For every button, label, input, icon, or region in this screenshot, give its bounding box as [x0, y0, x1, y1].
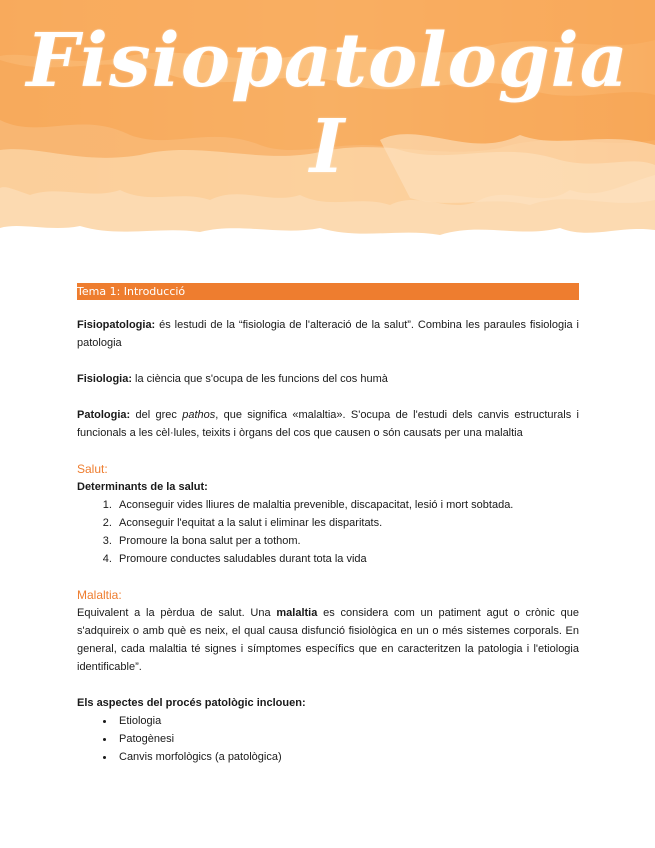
- subheading-text: Els aspectes del procés patològic inclouen:: [77, 697, 306, 709]
- italic-term: pathos: [182, 409, 216, 421]
- page-title: Fisiopatologia I: [26, 18, 629, 190]
- subheading-text: Determinants de la salut:: [77, 481, 208, 493]
- topic-label: Tema 1: Introducció: [77, 285, 186, 298]
- section-heading-salut: Salut:: [77, 462, 108, 476]
- paragraph-text: es considera com un patiment agut o crònic que s'adquireix o amb què es neix, el qual causa disfunció fisiològica en un o més sistemes corporals. En general, cada malaltia té signes i símptomes específics que en caracteritzen la patologia i l'etiologia identificable”.: [77, 607, 580, 673]
- subheading-determinants: [77, 478, 579, 496]
- subheading-aspects: [77, 694, 579, 712]
- term-fisiologia: Fisiologia:: [77, 373, 132, 385]
- list-item: • Patogènesi: [115, 730, 579, 748]
- definition-text: , que significa «malaltia». S'ocupa de l'estudi dels canvis estructurals i funcionals a les cèl·lules, teixits i òrgans del cos que causen o són causats per una malaltia: [77, 409, 579, 439]
- definition-fisiologia: [77, 370, 579, 388]
- aspects-list: [77, 712, 579, 766]
- malaltia-paragraph: [77, 604, 579, 676]
- list-item: • Etiologia: [115, 712, 579, 730]
- list-item: 3. Promoure la bona salut per a tothom.: [115, 532, 579, 550]
- definition-text-pre: del grec: [130, 409, 183, 421]
- list-item: 1. Aconseguir vides lliures de malaltia prevenible, discapacitat, lesió i mort sobtada.: [115, 496, 579, 514]
- determinants-list: [77, 496, 579, 568]
- list-item: 2. Aconseguir l'equitat a la salut i eliminar les disparitats.: [115, 514, 579, 532]
- section-heading-malaltia: Malaltia:: [77, 588, 122, 602]
- definition-patologia: [77, 406, 579, 442]
- paragraph-text: Equivalent a la pèrdua de salut. Una: [77, 607, 277, 619]
- definition-text: és lestudi de la “fisiologia de l'alteració de la salut”. Combina les paraules fisiologia i patologia: [77, 319, 579, 349]
- list-item: 4. Promoure conductes saludables durant tota la vida: [115, 550, 579, 568]
- list-item: • Canvis morfològics (a patològica): [115, 748, 579, 766]
- definition-text: la ciència que s'ocupa de les funcions del cos humà: [132, 373, 388, 385]
- document-body: [77, 283, 579, 766]
- topic-heading-bar: [77, 283, 579, 300]
- term-patologia: Patologia:: [77, 409, 131, 421]
- bold-term: malaltia: [276, 607, 318, 619]
- definition-fisiopatologia: [77, 316, 579, 352]
- term-fisiopatologia: Fisiopatologia:: [77, 319, 156, 331]
- watercolor-header: [0, 0, 655, 250]
